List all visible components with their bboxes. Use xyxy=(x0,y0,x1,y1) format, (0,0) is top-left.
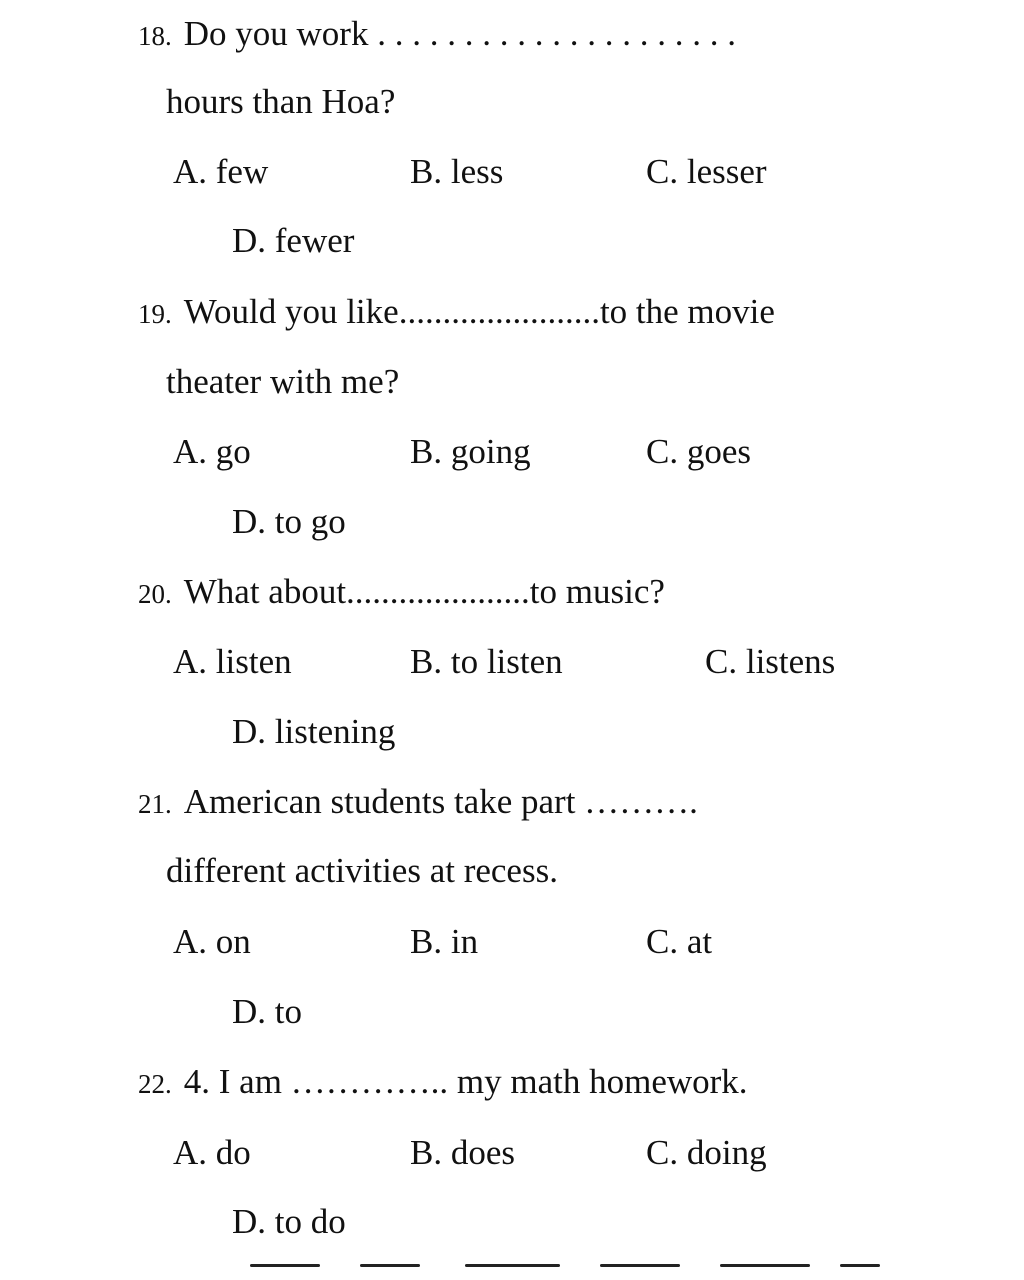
question-22-option-a[interactable]: A. do xyxy=(173,1133,251,1172)
question-number: 18. xyxy=(138,21,172,51)
question-21-option-b[interactable]: B. in xyxy=(410,922,479,961)
question-20-option-c[interactable]: C. listens xyxy=(705,642,836,681)
question-18-option-b[interactable]: B. less xyxy=(410,152,504,191)
question-text: What about.....................to music? xyxy=(183,572,665,611)
text-fragment xyxy=(840,1264,880,1267)
question-22-stem xyxy=(138,1062,748,1104)
question-18-stem xyxy=(138,14,736,56)
question-22-option-b[interactable]: B. does xyxy=(410,1133,515,1172)
question-18-option-d[interactable]: D. fewer xyxy=(232,221,355,260)
question-text: American students take part ………. xyxy=(183,782,698,821)
question-text: Do you work . . . . . . . . . . . . . . . . . . . . . xyxy=(183,14,736,53)
text-fragment xyxy=(465,1264,560,1267)
question-21-stem-cont: different activities at recess. xyxy=(166,851,558,890)
question-19-stem-cont: theater with me? xyxy=(166,362,400,401)
text-fragment xyxy=(250,1264,320,1267)
question-22-option-c[interactable]: C. doing xyxy=(646,1133,767,1172)
text-fragment xyxy=(720,1264,810,1267)
question-20-stem xyxy=(138,572,665,614)
question-21-stem xyxy=(138,782,698,824)
question-18-option-a[interactable]: A. few xyxy=(173,152,269,191)
question-number: 20. xyxy=(138,579,172,609)
question-number: 19. xyxy=(138,299,172,329)
question-19-option-b[interactable]: B. going xyxy=(410,432,531,471)
question-18-option-c[interactable]: C. lesser xyxy=(646,152,767,191)
question-18-stem-cont: hours than Hoa? xyxy=(166,82,396,121)
question-20-option-b[interactable]: B. to listen xyxy=(410,642,563,681)
question-22-option-d[interactable]: D. to do xyxy=(232,1202,346,1241)
question-number: 21. xyxy=(138,789,172,819)
question-21-option-d[interactable]: D. to xyxy=(232,992,302,1031)
text-fragment xyxy=(600,1264,680,1267)
question-21-option-c[interactable]: C. at xyxy=(646,922,713,961)
question-19-option-a[interactable]: A. go xyxy=(173,432,251,471)
question-19-option-d[interactable]: D. to go xyxy=(232,502,346,541)
question-19-option-c[interactable]: C. goes xyxy=(646,432,751,471)
question-text: Would you like.......................to the movie xyxy=(183,292,775,331)
question-20-option-a[interactable]: A. listen xyxy=(173,642,292,681)
text-fragment xyxy=(360,1264,420,1267)
question-21-option-a[interactable]: A. on xyxy=(173,922,251,961)
question-20-option-d[interactable]: D. listening xyxy=(232,712,396,751)
question-number: 22. xyxy=(138,1069,172,1099)
question-text: 4. I am ………….. my math homework. xyxy=(183,1062,748,1101)
cut-off-next-line xyxy=(250,1264,890,1280)
question-19-stem xyxy=(138,292,775,334)
